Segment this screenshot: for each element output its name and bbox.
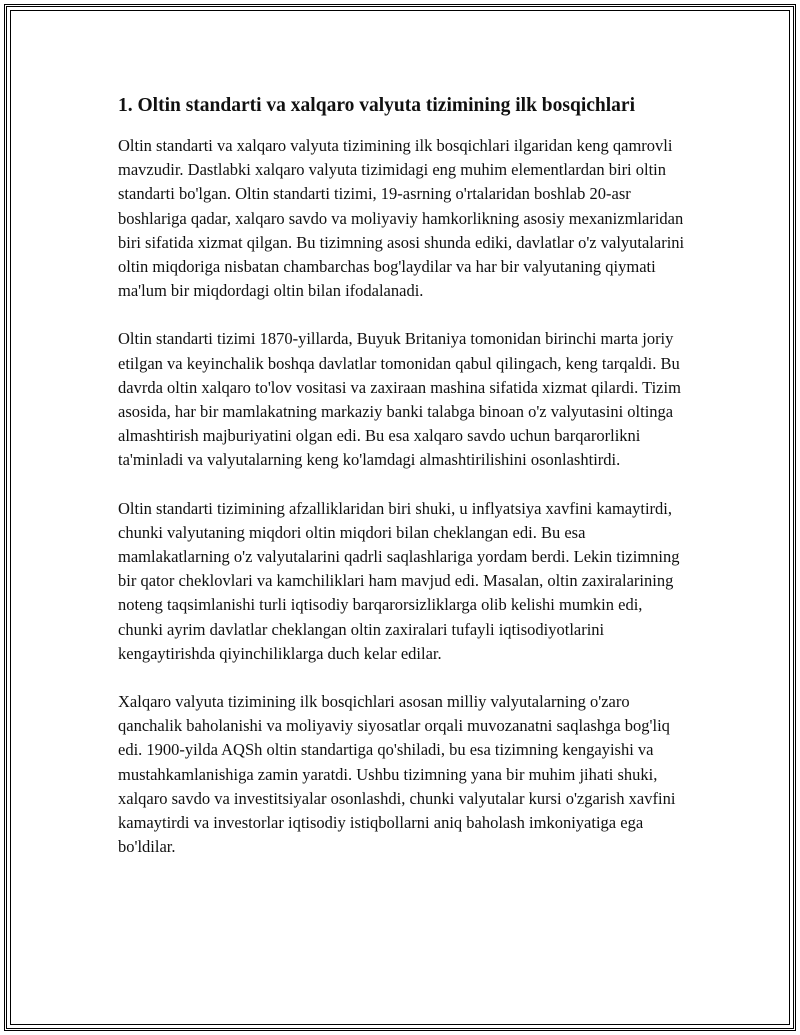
paragraph-4: Xalqaro valyuta tizimining ilk bosqichlari asosan milliy valyutalarning o'zaro qanchalik baholanishi va moliyaviy siyosatlar orqali muvozanatni saqlashga bog'liq edi. 1900-yilda AQSh oltin standartiga qo'shiladi, bu esa tizimning kengayishi va mustahkamlanishiga zamin yaratdi. Ushbu tizimning yana bir muhim jihati shuki, xalqaro savdo va investitsiyalar osonlashdi, chunki valyutalar kursi o'zgarish xavfini kamaytirdi va investorlar iqtisodiy istiqbollarni aniq baholash imkoniyatiga ega bo'ldilar. bbox=[118, 692, 676, 857]
paragraph-3: Oltin standarti tizimining afzalliklaridan biri shuki, u inflyatsiya xavfini kamaytirdi, chunki valyutaning miqdori oltin miqdori bilan cheklangan edi. Bu esa mamlakatlarning o'z valyutalarini qadrli saqlashlariga yordam berdi. Lekin tizimning bir qator cheklovlari va kamchiliklari ham mavjud edi. Masalan, oltin zaxiralarining noteng taqsimlanishi turli iqtisodiy barqarorsizliklarga olib kelishi mumkin edi, chunki ayrim davlatlar cheklangan oltin zaxiralari tufayli iqtisodiyotlarini kengaytirishda qiyinchiliklarga duch kelar edilar. bbox=[118, 498, 680, 663]
document-body bbox=[118, 92, 688, 883]
section-heading: 1. Oltin standarti va xalqaro valyuta tizimining ilk bosqichlari bbox=[118, 95, 635, 116]
paragraph-2: Oltin standarti tizimi 1870-yillarda, Buyuk Britaniya tomonidan birinchi marta joriy etilgan va keyinchalik boshqa davlatlar tomonidan qabul qilingach, keng tarqaldi. Bu davrda oltin xalqaro to'lov vositasi va zaxiraan mashina sifatida xizmat qilardi. Tizim asosida, har bir mamlakatning markaziy banki talabga binoan o'z valyutasini oltinga almashtirish majburiyatini olgan edi. Bu esa xalqaro savdo uchun barqarorlikni ta'minladi va valyutalarning keng ko'lamdagi almashtirilishini osonlashtirdi. bbox=[118, 329, 681, 470]
paragraph-1: Oltin standarti va xalqaro valyuta tizimining ilk bosqichlari ilgaridan keng qamrovli mavzudir. Dastlabki xalqaro valyuta tizimidagi eng muhim elementlardan biri oltin standarti bo'lgan. Oltin standarti tizimi, 19-asrning o'rtalaridan boshlab 20-asr boshlariga qadar, xalqaro savdo va moliyaviy hamkorlikning asosiy mexanizmlaridan biri sifatida xizmat qilgan. Bu tizimning asosi shunda ediki, davlatlar o'z valyutalarini oltin miqdoriga nisbatan chambarchas bog'laydilar va har bir valyutaning qiymati ma'lum bir miqdordagi oltin bilan ifodalanadi. bbox=[118, 136, 685, 301]
